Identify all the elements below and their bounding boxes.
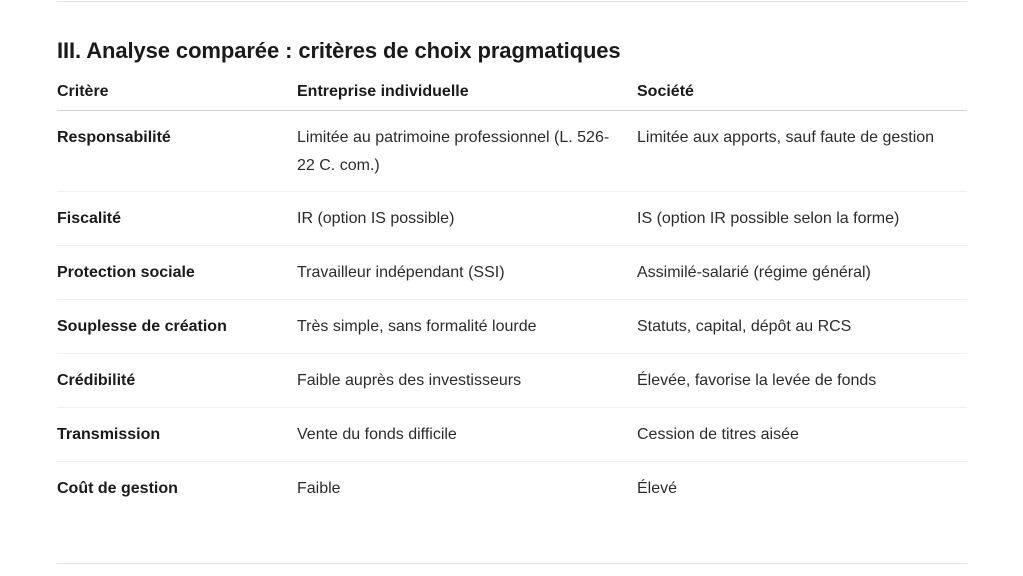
ei-cell: Limitée au patrimoine professionnel (L. 526-22 C. com.): [297, 111, 637, 192]
societe-cell: Statuts, capital, dépôt au RCS: [637, 300, 967, 354]
ei-cell: Faible auprès des investisseurs: [297, 354, 637, 408]
criterion-cell: Souplesse de création: [57, 300, 297, 354]
societe-cell: Assimilé-salarié (régime général): [637, 246, 967, 300]
table-header-row: [57, 75, 967, 111]
societe-cell: IS (option IR possible selon la forme): [637, 192, 967, 246]
ei-cell: Faible: [297, 480, 341, 497]
comparison-table: [57, 75, 967, 515]
societe-cell: Élevé: [637, 480, 678, 497]
table-row: [57, 462, 967, 516]
ei-cell: Très simple, sans formalité lourde: [297, 300, 637, 354]
criterion-cell: Protection sociale: [57, 246, 297, 300]
table-row: [57, 192, 967, 246]
criterion-cell: Transmission: [57, 408, 297, 462]
ei-cell: Travailleur indépendant (SSI): [297, 246, 637, 300]
bottom-divider: [57, 563, 967, 564]
criterion-cell: Coût de gestion: [57, 480, 178, 497]
criterion-cell: Fiscalité: [57, 192, 297, 246]
criterion-cell: Responsabilité: [57, 111, 297, 192]
societe-cell: Limitée aux apports, sauf faute de gestion: [637, 111, 967, 192]
societe-cell: Cession de titres aisée: [637, 408, 967, 462]
header-entreprise-individuelle: Entreprise individuelle: [297, 75, 637, 111]
ei-cell: Vente du fonds difficile: [297, 408, 637, 462]
section-title: III. Analyse comparée : critères de choix pragmatiques: [57, 38, 621, 63]
header-societe: Société: [637, 75, 967, 111]
table-row: [57, 246, 967, 300]
criterion-cell: Crédibilité: [57, 354, 297, 408]
ei-cell: IR (option IS possible): [297, 192, 637, 246]
societe-cell: Élevée, favorise la levée de fonds: [637, 354, 967, 408]
table-row: [57, 354, 967, 408]
table-row: [57, 300, 967, 354]
table-row: [57, 111, 967, 192]
top-divider: [57, 1, 967, 2]
header-critere: Critère: [57, 75, 297, 111]
table-row: [57, 408, 967, 462]
